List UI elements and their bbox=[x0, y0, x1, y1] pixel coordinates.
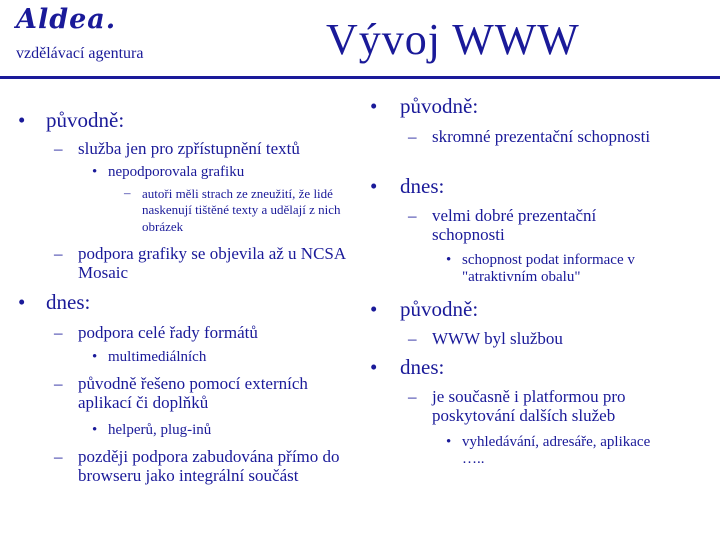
right-sub-search bbox=[446, 434, 666, 468]
right-bullet-today-2 bbox=[370, 356, 700, 380]
sub-text: multimediálních bbox=[108, 349, 207, 365]
sub-text: velmi dobré prezentační schopnosti bbox=[432, 206, 597, 245]
bullet-marker: • bbox=[370, 174, 378, 198]
bullet-text: dnes: bbox=[400, 174, 445, 198]
left-sub-mosaic bbox=[54, 244, 354, 282]
left-sub-no-graphics bbox=[92, 164, 352, 181]
sub-text: autoři měli strach ze zneužití, že lidé naskenují tištěné texty a udělají z nich obrázek bbox=[142, 186, 341, 234]
left-sub-external-apps bbox=[54, 374, 354, 412]
bullet-marker: • bbox=[370, 94, 378, 118]
sub-text: je současně i platformou pro poskytování dalších služeb bbox=[432, 387, 626, 426]
left-sub-integrated bbox=[54, 447, 364, 485]
dash-marker: – bbox=[54, 374, 63, 393]
sub-text: vyhledávání, adresáře, aplikace ….. bbox=[462, 434, 651, 467]
dash-marker: – bbox=[54, 139, 63, 158]
left-sub-multimedia bbox=[92, 349, 352, 366]
sub-text: původně řešeno pomocí externích aplikací či doplňků bbox=[78, 374, 308, 413]
right-sub-very-good bbox=[408, 206, 668, 244]
dash-marker: – bbox=[54, 447, 63, 466]
bullet-marker: • bbox=[92, 422, 98, 438]
page-title: Vývoj WWW bbox=[326, 15, 580, 64]
bullet-text: původně: bbox=[400, 94, 479, 118]
right-bullet-originally-2 bbox=[370, 298, 700, 322]
left-sub-formats bbox=[54, 323, 354, 342]
dash-marker: – bbox=[54, 244, 63, 263]
right-column bbox=[360, 0, 720, 540]
dash-marker: – bbox=[408, 329, 417, 348]
sub-text: podpora grafiky se objevila až u NCSA Mosaic bbox=[78, 244, 346, 283]
sub-text: nepodporovala grafiku bbox=[108, 164, 245, 180]
sub-text: služba jen pro zpřístupnění textů bbox=[78, 139, 300, 158]
bullet-marker: • bbox=[92, 349, 98, 365]
agency-subtitle: vzdělávací agentura bbox=[16, 45, 144, 62]
right-bullet-today-1 bbox=[370, 175, 700, 199]
dash-marker: – bbox=[408, 206, 417, 225]
sub-text: později podpora zabudována přímo do browseru jako integrální součást bbox=[78, 447, 340, 486]
sub-text: skromné prezentační schopnosti bbox=[432, 127, 651, 146]
left-bullet-today bbox=[18, 291, 348, 315]
left-sub-helpers bbox=[92, 422, 352, 439]
bullet-marker: • bbox=[18, 290, 26, 314]
left-sub-text-only bbox=[54, 139, 354, 158]
right-sub-attractive bbox=[446, 252, 696, 286]
dash-marker: – bbox=[408, 127, 417, 146]
bullet-marker: • bbox=[18, 108, 26, 132]
logo: Aldea. bbox=[16, 4, 117, 35]
sub-text: WWW byl službou bbox=[432, 329, 563, 348]
dash-marker: – bbox=[54, 323, 63, 342]
right-sub-modest bbox=[408, 127, 668, 146]
bullet-marker: • bbox=[92, 164, 98, 180]
bullet-text: dnes: bbox=[400, 355, 445, 379]
bullet-marker: • bbox=[446, 252, 452, 268]
bullet-marker: • bbox=[370, 297, 378, 321]
bullet-marker: • bbox=[446, 434, 452, 450]
right-sub-service bbox=[408, 329, 668, 348]
bullet-marker: • bbox=[370, 355, 378, 379]
sub-text: podpora celé řady formátů bbox=[78, 323, 258, 342]
bullet-text: původně: bbox=[46, 108, 125, 132]
bullet-text: dnes: bbox=[46, 290, 91, 314]
bullet-text: původně: bbox=[400, 297, 479, 321]
sub-text: helperů, plug-inů bbox=[108, 422, 212, 438]
dash-marker: – bbox=[124, 185, 131, 200]
dash-marker: – bbox=[408, 387, 417, 406]
right-bullet-originally-1 bbox=[370, 95, 700, 119]
sub-text: schopnost podat informace v "atraktivním obalu" bbox=[462, 252, 635, 285]
left-bullet-originally bbox=[18, 109, 348, 133]
right-sub-platform bbox=[408, 387, 678, 425]
left-sub-authors-fear bbox=[124, 186, 356, 235]
